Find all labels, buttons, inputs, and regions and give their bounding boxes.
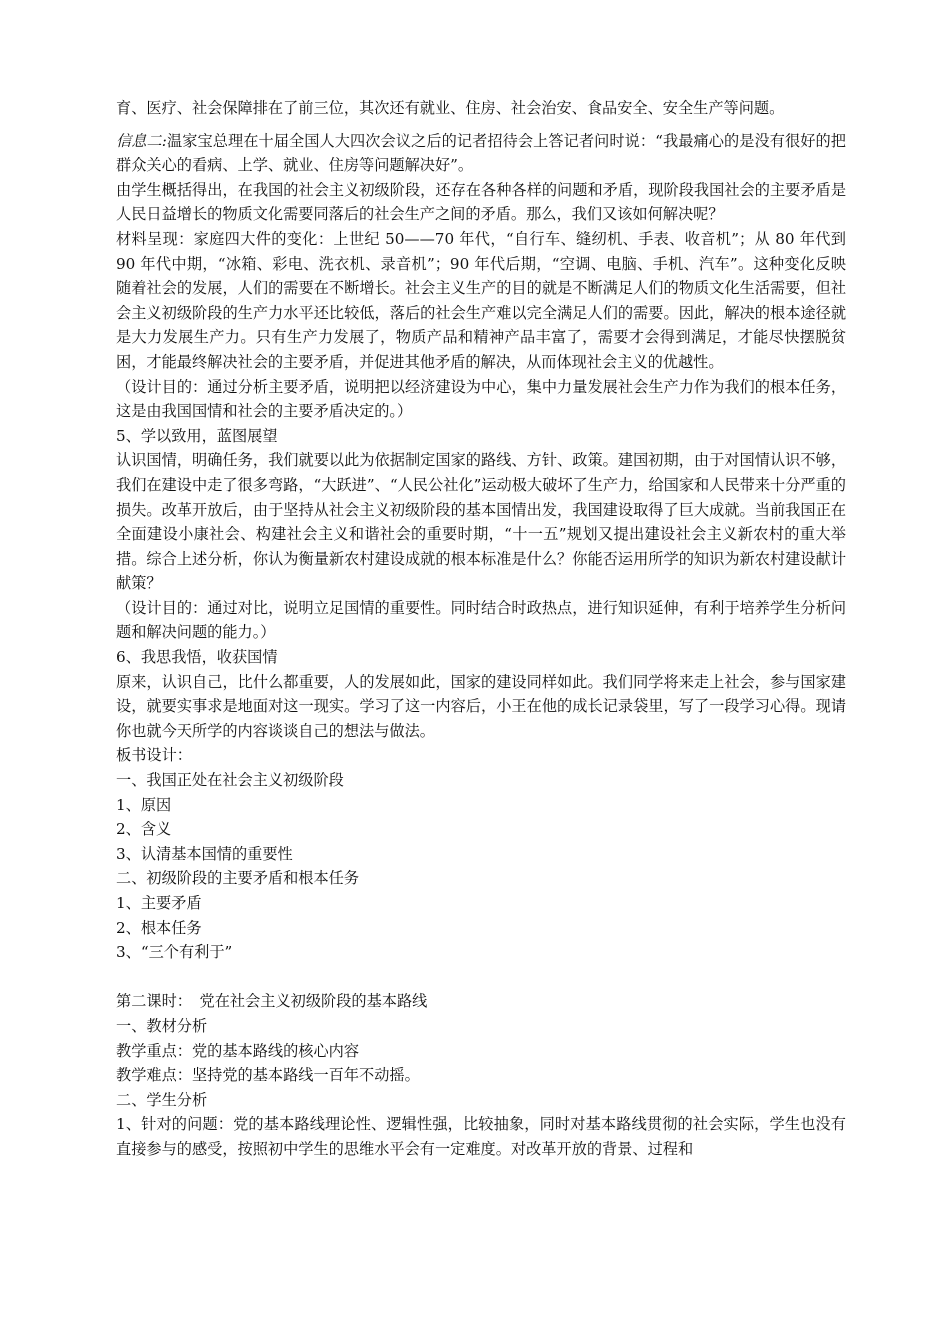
- paragraph-7: 认识国情，明确任务，我们就要以此为依据制定国家的路线、方针、政策。建国初期，由于对国情认识不够，我们在建设中走了很多弯路，“大跃进”、“人民公社化”运动极大破坏了生产力，给国家和人民带来十分严重的损失。改革开放后，由于坚持从社会主义初级阶段的基本国情出发，我国建设取得了巨大成就。当前我国正在全面建设小康社会、构建社会主义和谐社会的重要时期，“十一五”规划又提出建设社会主义新农村的重大举措。综合上述分析，你认为衡量新农村建设成就的根本标准是什么？你能否运用所学的知识为新农村建设献计献策？: [116, 451, 846, 593]
- design-purpose-2: （设计目的：通过对比，说明立足国情的重要性。同时结合时政热点，进行知识延伸，有利于培养学生分析问题和解决问题的能力。）: [116, 598, 846, 642]
- section-heading: 一、教材分析: [116, 1016, 208, 1035]
- board-design-label: 板书设计：: [116, 746, 192, 765]
- outline-item: 2、根本任务: [116, 918, 202, 937]
- section-6-heading: 6、我思我悟，收获国情: [116, 648, 278, 667]
- outline-item: 二、初级阶段的主要矛盾和根本任务: [116, 869, 359, 888]
- section-heading: 二、学生分析: [116, 1090, 208, 1109]
- outline-item: 1、原因: [116, 795, 172, 814]
- paragraph-3: 由学生概括得出，在我国的社会主义初级阶段，还存在各种各样的问题和矛盾，现阶段我国社会的主要矛盾是人民日益增长的物质文化需要同落后的社会生产之间的矛盾。那么，我们又该如何解决呢？: [116, 180, 846, 224]
- outline-item: 3、认清基本国情的重要性: [116, 844, 293, 863]
- outline-item: 一、我国正处在社会主义初级阶段: [116, 771, 344, 790]
- section-5-heading: 5、学以致用，蓝图展望: [116, 426, 278, 445]
- info-two-text: 温家宝总理在十届全国人大四次会议之后的记者招待会上答记者问时说：“我最痛心的是没有很好的把群众关心的看病、上学、就业、住房等问题解决好”。: [116, 131, 846, 175]
- paragraph-2: [116, 129, 846, 178]
- blank-line: [116, 965, 846, 990]
- teaching-difficulty: 教学难点：坚持党的基本路线一百年不动摇。: [116, 1066, 420, 1085]
- design-purpose-1: （设计目的：通过分析主要矛盾，说明把以经济建设为中心，集中力量发展社会生产力作为我们的根本任务，这是由我国国情和社会的主要矛盾决定的。）: [116, 377, 846, 421]
- outline-item: 3、“三个有利于”: [116, 943, 233, 962]
- paragraph-1: 育、医疗、社会保障排在了前三位，其次还有就业、住房、社会治安、食品安全、安全生产等问题。: [116, 99, 785, 117]
- paragraph-25: 1、针对的问题：党的基本路线理论性、逻辑性强，比较抽象，同时对基本路线贯彻的社会实际，学生也没有直接参与的感受，按照初中学生的思维水平会有一定难度。对改革开放的背景、过程和: [116, 1115, 846, 1158]
- outline-item: 2、含义: [116, 820, 172, 839]
- info-two-label: 信息二:: [116, 131, 167, 150]
- paragraph-10: 原来，认识自己，比什么都重要，人的发展如此，国家的建设同样如此。我们同学将来走上社会，参与国家建设，就要实事求是地面对这一现实。学习了这一内容后，小王在他的成长记录袋里，写了一段学习心得。现请你也就今天所学的内容谈谈自己的想法与做法。: [116, 672, 846, 740]
- teaching-focus: 教学重点：党的基本路线的核心内容: [116, 1041, 359, 1060]
- paragraph-4: 材料呈现：家庭四大件的变化：上世纪 50——70 年代，“自行车、缝纫机、手表、收音机”；从 80 年代到 90 年代中期，“冰箱、彩电、洗衣机、录音机”；90 年代后期，“空调、电脑、手机、汽车”。这种变化反映随着社会的发展，人们的需要在不断增长。社会主义生产的目的就是不断满足人们的物质文化生活需要，但社会主义初级阶段的生产力水平还比较低，落后的社会生产难以完全满足人们的需要。因此，解决的根本途径就是大力发展生产力。只有生产力发展了，物质产品和精神产品丰富了，需要才会得到满足，才能尽快摆脱贫困，才能最终解决社会的主要矛盾，并促进其他矛盾的解决，从而体现社会主义的优越性。: [116, 229, 846, 371]
- lesson-two-title: 第二课时： 党在社会主义初级阶段的基本路线: [116, 992, 428, 1011]
- document-page: [116, 96, 846, 1162]
- outline-item: 1、主要矛盾: [116, 894, 202, 912]
